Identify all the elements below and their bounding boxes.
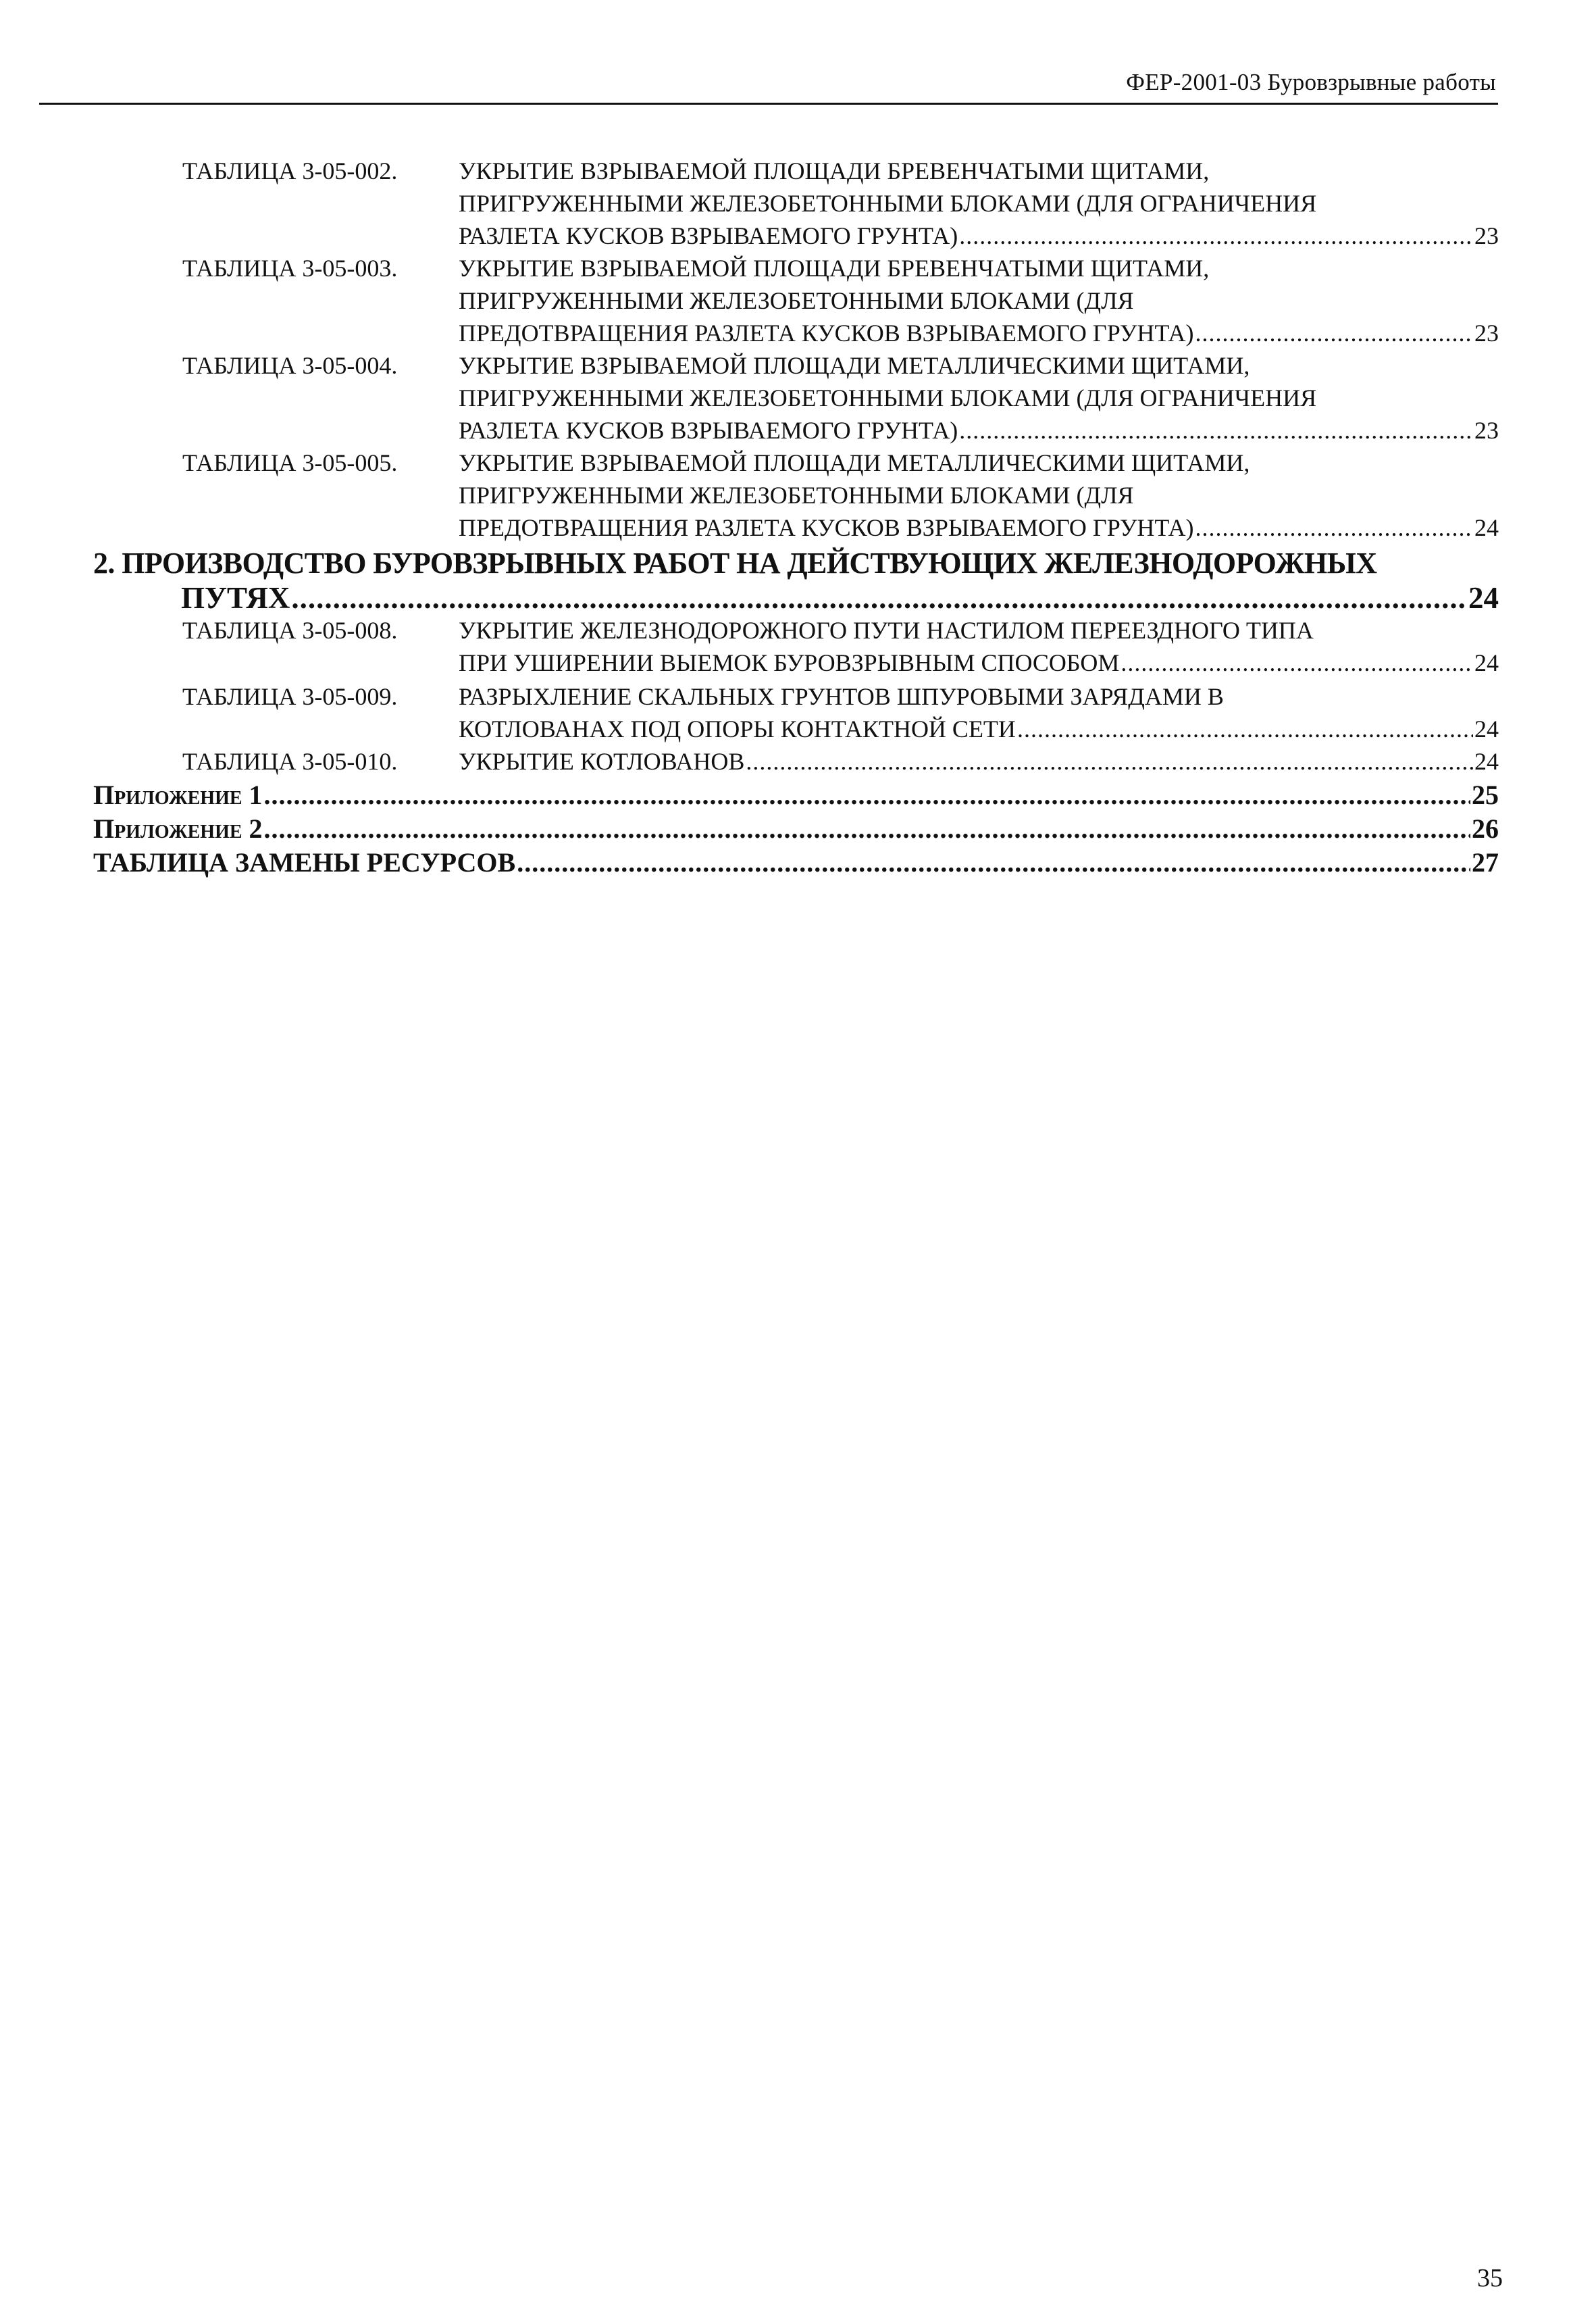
toc-page-number: 24 bbox=[1474, 514, 1499, 541]
toc-entry-leader-line bbox=[459, 219, 1499, 253]
toc-entry-leader-line bbox=[459, 646, 1499, 680]
toc-entry-leader-line bbox=[93, 846, 1499, 880]
toc-entry-title-line: ПРИГРУЖЕННЫМИ ЖЕЛЕЗОБЕТОННЫМИ БЛОКАМИ (ДЛЯ bbox=[459, 482, 1134, 509]
dot-leader bbox=[746, 745, 1473, 778]
toc-entry-leader-line bbox=[459, 316, 1499, 350]
toc-entry-label: ТАБЛИЦА 3-05-010. bbox=[182, 748, 398, 775]
toc-entry-leader-line bbox=[459, 511, 1499, 545]
toc-entry-title-line: ПРИГРУЖЕННЫМИ ЖЕЛЕЗОБЕТОННЫМИ БЛОКАМИ (ДЛЯ ОГРАНИЧЕНИЯ bbox=[459, 384, 1317, 411]
toc-entry-title-line: РАЗЛЕТА КУСКОВ ВЗРЫВАЕМОГО ГРУНТА) bbox=[459, 222, 958, 249]
toc-entry-leader-line bbox=[459, 712, 1499, 746]
toc-page-number: 25 bbox=[1472, 780, 1499, 810]
toc-page-number: 23 bbox=[1474, 417, 1499, 444]
toc-entry-leader-line bbox=[459, 413, 1499, 447]
toc-entry-label: ТАБЛИЦА 3-05-002. bbox=[182, 157, 398, 184]
toc-entry-leader-line bbox=[93, 812, 1499, 846]
toc-entry-label: ТАБЛИЦА 3-05-004. bbox=[182, 352, 398, 379]
toc-page-number: 24 bbox=[1474, 715, 1499, 743]
toc-page-number: 23 bbox=[1474, 222, 1499, 249]
toc-entry-leader-line bbox=[93, 778, 1499, 812]
dot-leader bbox=[517, 846, 1470, 880]
toc-entry-label: ТАБЛИЦА 3-05-005. bbox=[182, 449, 398, 476]
toc-page-number: 24 bbox=[1474, 649, 1499, 676]
toc-entry-title-line: РАЗЛЕТА КУСКОВ ВЗРЫВАЕМОГО ГРУНТА) bbox=[459, 417, 958, 444]
toc-entry-title-line: УКРЫТИЕ ВЗРЫВАЕМОЙ ПЛОЩАДИ БРЕВЕНЧАТЫМИ ЩИТАМИ, bbox=[459, 255, 1210, 282]
resource-table-title: ТАБЛИЦА ЗАМЕНЫ РЕСУРСОВ bbox=[93, 847, 516, 878]
toc-page-number: 26 bbox=[1472, 813, 1499, 844]
toc-entry-label: ТАБЛИЦА 3-05-008. bbox=[182, 617, 398, 644]
toc-entry-title-line: ПРЕДОТВРАЩЕНИЯ РАЗЛЕТА КУСКОВ ВЗРЫВАЕМОГО ГРУНТА) bbox=[459, 514, 1194, 541]
toc-entry-title-line: УКРЫТИЕ КОТЛОВАНОВ bbox=[459, 748, 745, 775]
toc-entry-title-line: УКРЫТИЕ ВЗРЫВАЕМОЙ ПЛОЩАДИ БРЕВЕНЧАТЫМИ ЩИТАМИ, bbox=[459, 157, 1210, 184]
toc-entry-leader-line bbox=[459, 745, 1499, 778]
header-rule bbox=[39, 103, 1498, 105]
page-number: 35 bbox=[1477, 2264, 1503, 2292]
toc-entry-title-line: ПРИГРУЖЕННЫМИ ЖЕЛЕЗОБЕТОННЫМИ БЛОКАМИ (ДЛЯ ОГРАНИЧЕНИЯ bbox=[459, 190, 1317, 217]
appendix-title: Приложение 2 bbox=[93, 813, 263, 844]
toc-entry-title-line: ПРИГРУЖЕННЫМИ ЖЕЛЕЗОБЕТОННЫМИ БЛОКАМИ (ДЛЯ bbox=[459, 287, 1134, 314]
dot-leader bbox=[1017, 712, 1473, 746]
dot-leader bbox=[264, 778, 1470, 812]
toc-entry-title-line: ПРИ УШИРЕНИИ ВЫЕМОК БУРОВЗРЫВНЫМ СПОСОБОМ bbox=[459, 649, 1120, 676]
dot-leader bbox=[291, 580, 1467, 617]
dot-leader bbox=[1195, 316, 1473, 350]
dot-leader bbox=[1121, 646, 1473, 680]
toc-entry-leader-line bbox=[181, 580, 1499, 617]
section-heading-line: 2. ПРОИЗВОДСТВО БУРОВЗРЫВНЫХ РАБОТ НА ДЕЙСТВУЮЩИХ ЖЕЛЕЗНОДОРОЖНЫХ bbox=[93, 547, 1377, 580]
toc-entry-title-line: ПРЕДОТВРАЩЕНИЯ РАЗЛЕТА КУСКОВ ВЗРЫВАЕМОГО ГРУНТА) bbox=[459, 320, 1194, 347]
toc-page-number: 23 bbox=[1474, 320, 1499, 347]
appendix-title: Приложение 1 bbox=[93, 780, 263, 810]
toc-page-number: 24 bbox=[1468, 581, 1499, 615]
toc-entry-title-line: УКРЫТИЕ ВЗРЫВАЕМОЙ ПЛОЩАДИ МЕТАЛЛИЧЕСКИМИ ЩИТАМИ, bbox=[459, 352, 1250, 379]
toc-page-number: 24 bbox=[1474, 748, 1499, 775]
dot-leader bbox=[1195, 511, 1473, 545]
toc-entry-label: ТАБЛИЦА 3-05-009. bbox=[182, 683, 398, 710]
toc-entry-title-line: КОТЛОВАНАХ ПОД ОПОРЫ КОНТАКТНОЙ СЕТИ bbox=[459, 715, 1016, 743]
toc-entry-title-line: РАЗРЫХЛЕНИЕ СКАЛЬНЫХ ГРУНТОВ ШПУРОВЫМИ ЗАРЯДАМИ В bbox=[459, 683, 1224, 710]
toc-page-number: 27 bbox=[1472, 847, 1499, 878]
dot-leader bbox=[264, 812, 1470, 846]
dot-leader bbox=[959, 413, 1473, 447]
toc-entry-label: ТАБЛИЦА 3-05-003. bbox=[182, 255, 398, 282]
toc-entry-title-line: УКРЫТИЕ ВЗРЫВАЕМОЙ ПЛОЩАДИ МЕТАЛЛИЧЕСКИМИ ЩИТАМИ, bbox=[459, 449, 1250, 476]
section-heading-line: ПУТЯХ bbox=[181, 581, 290, 615]
running-header: ФЕР-2001-03 Буровзрывные работы bbox=[1126, 69, 1496, 95]
toc-entry-title-line: УКРЫТИЕ ЖЕЛЕЗНОДОРОЖНОГО ПУТИ НАСТИЛОМ ПЕРЕЕЗДНОГО ТИПА bbox=[459, 617, 1314, 644]
dot-leader bbox=[959, 219, 1473, 253]
